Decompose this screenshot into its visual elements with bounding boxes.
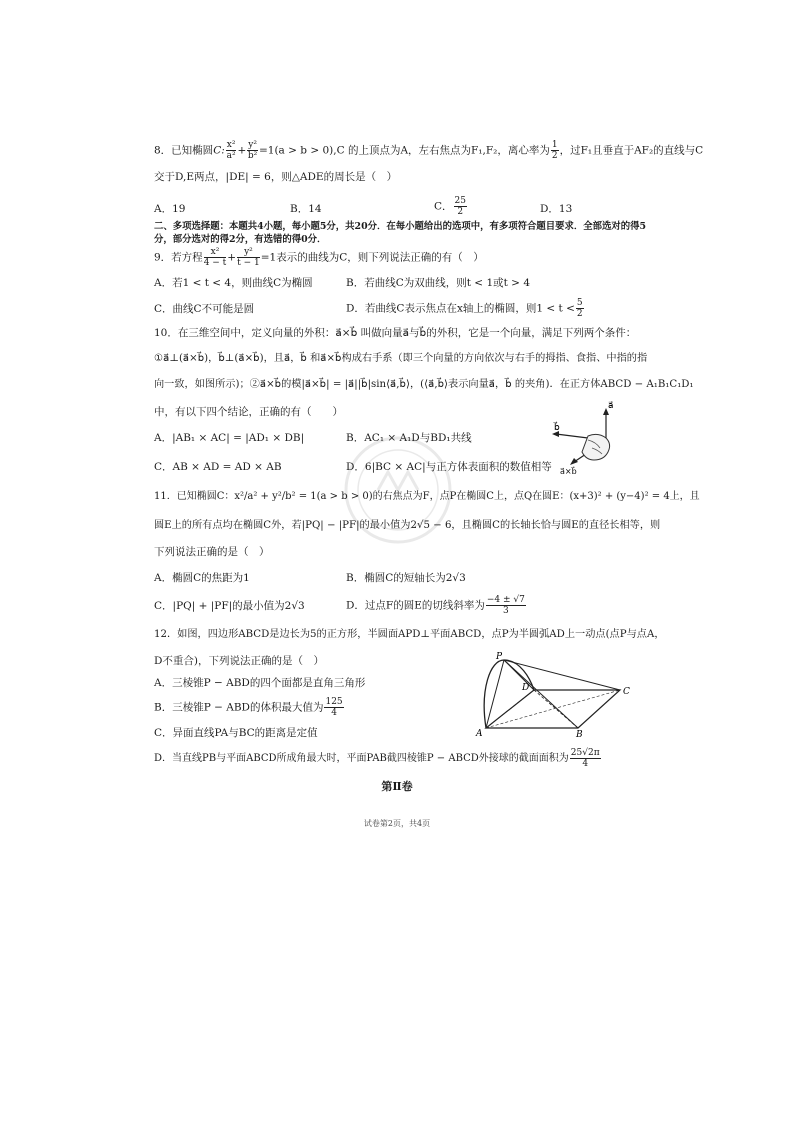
fig-label-a: a⃗ bbox=[608, 401, 614, 411]
q12-option-b: B．三棱锥P − ABD的体积最大值为 $\frac{125}{4}$ bbox=[154, 697, 343, 718]
q8-stem-mid: =1(a > b > 0),C 的上顶点为A，左右焦点为F₁,F₂，离心率为 bbox=[258, 144, 550, 157]
section2-heading-line1: 二、多项选择题：本题共4小题，每小题5分，共20分．在每小题给出的选项中，有多项符合题目要求．全部选对的得5 bbox=[154, 221, 646, 232]
q12-option-a: A．三棱锥P − ABD的四个面都是直角三角形 bbox=[154, 677, 366, 689]
q8-line2: 交于D,E两点，|DE| = 6，则△ADE的周长是（ ） bbox=[154, 171, 398, 183]
q12-line2: D不重合)，下列说法正确的是（ ） bbox=[154, 655, 325, 667]
q11-option-d: D．过点F的圆E的切线斜率为 $\frac{-4 \pm √7}{3}$ bbox=[346, 595, 525, 616]
q11-option-c: C．|PQ| + |PF|的最小值为2√3 bbox=[154, 600, 305, 612]
fig-label-d: D bbox=[522, 683, 530, 693]
page-footer: 试卷第2页，共4页 bbox=[363, 819, 431, 828]
q8-option-a: A．19 bbox=[154, 203, 186, 215]
q9-option-c: C．曲线C不可能是圆 bbox=[154, 303, 255, 315]
q8-frac-x: $\frac{\text{x²}}{\text{a²}}$ bbox=[226, 140, 236, 161]
q8-option-b: B．14 bbox=[290, 203, 322, 215]
q8-ellipse-name: C: bbox=[213, 144, 225, 157]
fig-label-axb: a⃗×b⃗ bbox=[560, 467, 577, 476]
fig-label-p: P bbox=[496, 652, 503, 662]
fig-label-b: B bbox=[576, 730, 583, 738]
q10-line2: ①a⃗⊥(a⃗×b⃗)，b⃗⊥(a⃗×b⃗)，且a⃗，b⃗ 和a⃗×b⃗构成右手系（即三个向量的方向依次与右手的拇指、食指、中指的指 bbox=[154, 353, 648, 364]
fig-label-c: C bbox=[623, 687, 630, 697]
q11-line2: 圆E上的所有点均在椭圆C外，若|PQ| − |PF|的最小值为2√5 − 6，且椭圆C的长轴长恰与圆E的直径长相等，则 bbox=[154, 520, 661, 531]
q9-option-a: A．若1 < t < 4，则曲线C为椭圆 bbox=[154, 277, 313, 289]
q8-stem-start: 8．已知椭圆 bbox=[154, 144, 214, 157]
q11-line3: 下列说法正确的是（ ） bbox=[154, 546, 270, 558]
q9-option-b: B．若曲线C为双曲线，则t < 1或t > 4 bbox=[346, 277, 530, 289]
q8-frac-e: $\frac{1}{2}$ bbox=[551, 140, 558, 161]
volume-title: 第Ⅱ卷 bbox=[381, 780, 413, 793]
q9-frac-x: $\frac{\text{x²}}{4 - t}$ bbox=[203, 247, 227, 268]
section2-heading-line2: 分，部分选对的得2分，有选错的得0分． bbox=[154, 234, 327, 245]
q10-option-c: C．AB × AD = AD × AB bbox=[154, 461, 282, 473]
q10-line1: 10．在三维空间中，定义向量的外积：a⃗×b⃗ 叫做向量a⃗与b⃗的外积，它是一个向量，满足下列两个条件： bbox=[154, 327, 637, 339]
q9-stem: 9．若方程 $\frac{\text{x²}}{4 - t}$ + $\frac{\text{y²}}{t - 1}$ =1表示的曲线为C，则下列说法正确的有（ ） bbox=[154, 247, 484, 268]
q11-option-b: B．椭圆C的短轴长为2√3 bbox=[346, 572, 466, 584]
q10-option-a: A．|AB₁ × AC| = |AD₁ × DB| bbox=[154, 432, 305, 444]
q10-option-b: B．AC₁ × A₁D与BD₁共线 bbox=[346, 432, 472, 444]
q8-line1: 8．已知椭圆C: $\frac{\text{x²}}{\text{a²}}$ + $\frac{\text{y²}}{\text{b²}}$ =1(a > b > 0),C 的上顶点为A，左右焦点为F₁,F₂，离心率为 $\frac{1}{2}$ ，过F₁且垂直于AF₂的直线与C bbox=[154, 140, 704, 161]
q11-option-a: A．椭圆C的焦距为1 bbox=[154, 572, 250, 584]
q12-option-d: D．当直线PB与平面ABCD所成角最大时，平面PAB截四棱锥P − ABCD外接球的截面面积为 $\frac{25√2\pi}{4}$ bbox=[154, 748, 600, 769]
q8-stem-end: ，过F₁且垂直于AF₂的直线与C bbox=[559, 144, 704, 157]
q12-option-c: C．异面直线PA与BC的距离是定值 bbox=[154, 727, 318, 739]
q10-line3: 向一致，如图所示)；②a⃗×b⃗的模|a⃗×b⃗| = |a⃗||b⃗|sin⟨a⃗,b⃗⟩，(⟨a⃗,b⃗⟩表示向量a⃗，b⃗ 的夹角)．在正方体ABCD − A₁B₁C₁D₁ bbox=[154, 379, 694, 390]
watermark-stamp bbox=[338, 430, 458, 550]
q8-option-c: C． $\frac{25}{2}$ bbox=[434, 196, 466, 217]
q8-option-d: D．13 bbox=[540, 203, 573, 215]
pyramid-semicircle-figure bbox=[472, 650, 632, 738]
q9-option-d: D．若曲线C表示焦点在x轴上的椭圆，则1 < t < $\frac{5}{2}$ bbox=[346, 298, 583, 319]
q10-line4: 中，有以下四个结论，正确的有（ ） bbox=[154, 406, 343, 418]
q12-line1: 12．如图，四边形ABCD是边长为5的正方形，半圆面APD⊥平面ABCD，点P为半圆弧AD上一动点(点P与点A， bbox=[154, 629, 665, 640]
q10-option-d: D．6|BC × AC|与正方体表面积的数值相等 bbox=[346, 461, 552, 473]
q8-frac-y: $\frac{\text{y²}}{\text{b²}}$ bbox=[247, 140, 258, 161]
q11-line1: 11．已知椭圆C：x²/a² + y²/b² = 1(a > b > 0)的右焦点为F，点P在椭圆C上，点Q在圆E：(x+3)² + (y−4)² = 4上，且 bbox=[154, 491, 700, 502]
fig-label-a: A bbox=[476, 729, 483, 738]
q9-frac-y: $\frac{\text{y²}}{t - 1}$ bbox=[237, 247, 260, 268]
fig-label-b: b⃗ bbox=[554, 423, 560, 433]
right-hand-rule-figure bbox=[548, 400, 620, 476]
